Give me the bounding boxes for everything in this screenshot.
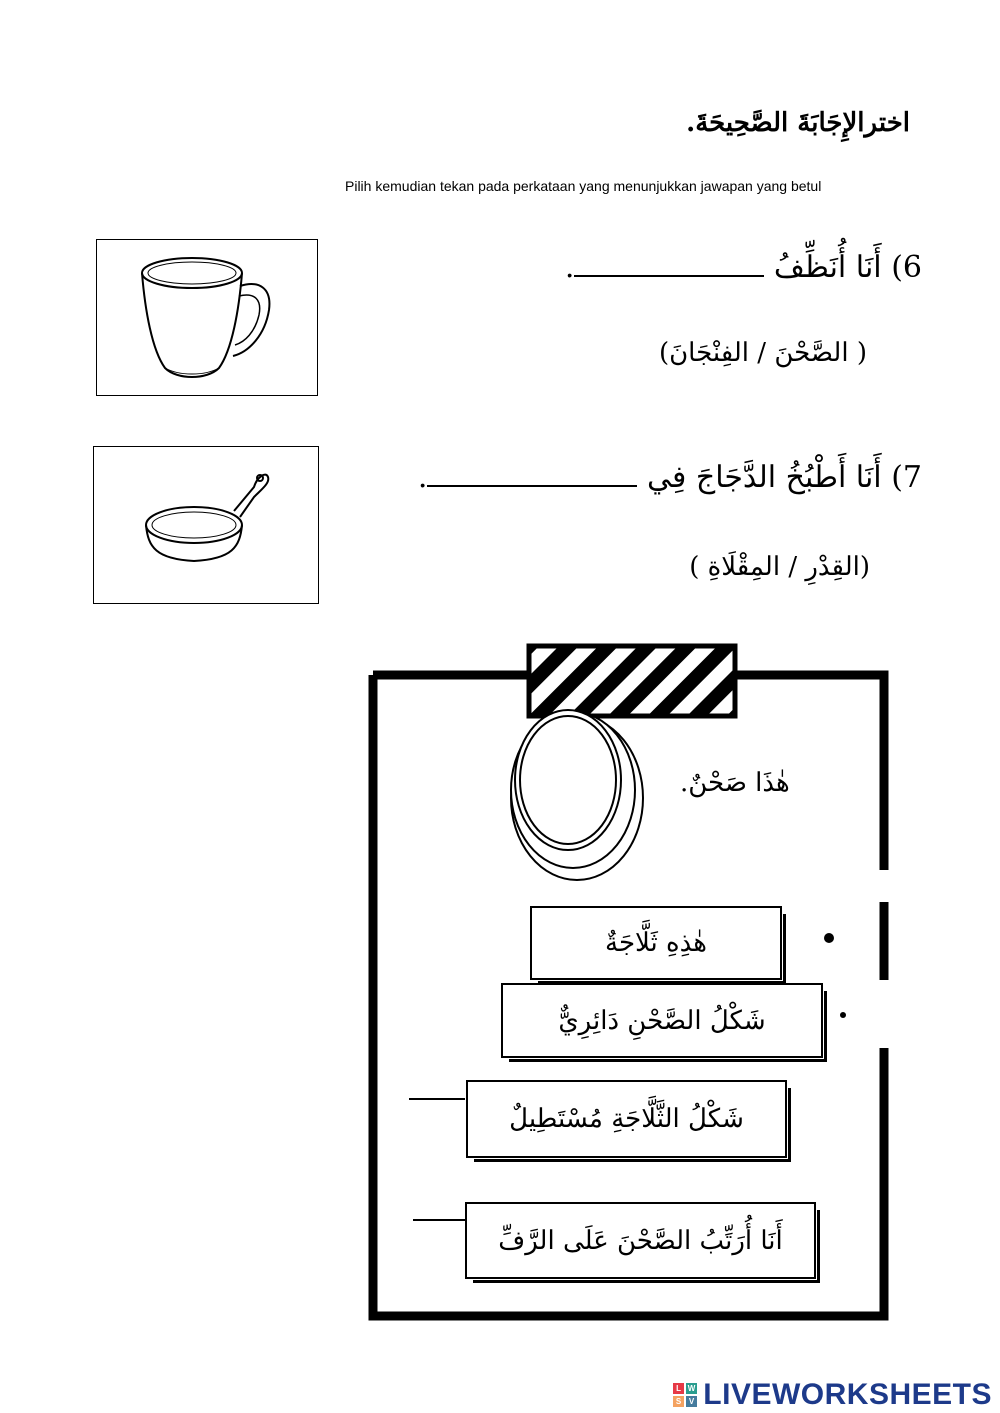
page-title: اخترالإِجَابَةَ الصَّحِيحَةَ. — [686, 108, 910, 138]
question-6-choices[interactable]: ( الصَّحْنَ / الفِنْجَانَ) — [658, 338, 867, 368]
question-7-blank — [427, 484, 637, 487]
dot-marker — [824, 933, 834, 943]
logo-cell: S — [673, 1396, 684, 1407]
answer-option-3[interactable] — [466, 1080, 787, 1158]
cup-icon — [97, 240, 317, 395]
question-6-number: 6) — [891, 250, 922, 285]
question-6-image — [96, 239, 318, 396]
question-6 — [565, 250, 922, 285]
question-6-text: أَنَا أُنَظِّفُ — [773, 250, 882, 285]
instruction-text: Pilih kemudian tekan pada perkataan yang menunjukkan jawapan yang betul — [345, 178, 822, 194]
question-7-choices[interactable]: (القِدْرِ / المِقْلَاةِ ) — [689, 552, 870, 582]
answer-option-label: هٰذِهِ ثَلَّاجَةٌ — [605, 928, 708, 958]
question-7-number: 7) — [891, 460, 922, 495]
frying-pan-icon — [94, 447, 318, 603]
logo-cell: W — [687, 1384, 696, 1393]
answer-option-2[interactable] — [501, 983, 823, 1058]
question-7-image — [93, 446, 319, 604]
plate-label: هٰذَا صَحْنٌ. — [680, 768, 790, 798]
footer-brand — [673, 1378, 992, 1412]
hatched-block — [529, 646, 735, 716]
logo-cell: V — [686, 1396, 697, 1407]
plate-icon — [511, 710, 643, 880]
question-7-text: أَنَا أَطْبُخُ الدَّجَاجَ فِي — [646, 460, 882, 495]
question-7 — [418, 460, 922, 495]
brand-name: LIVEWORKSHEETS — [703, 1378, 992, 1411]
answer-option-4[interactable] — [465, 1202, 816, 1279]
question-6-end: . — [564, 250, 575, 285]
question-7-end: . — [417, 460, 428, 495]
answer-option-label: شَكْلُ الصَّحْنِ دَائِرِيٌّ — [558, 1005, 766, 1036]
answer-option-label: شَكْلُ الثَّلَّاجَةِ مُسْتَطِيلٌ — [509, 1104, 744, 1134]
answer-option-label: أَنَا أُرَتِّبُ الصَّحْنَ عَلَى الرَّفِّ — [498, 1225, 783, 1256]
answer-option-1[interactable] — [530, 906, 782, 980]
liveworksheets-logo-icon — [673, 1383, 697, 1407]
logo-cell: L — [673, 1383, 684, 1394]
dot-marker — [840, 1012, 846, 1018]
question-6-blank — [574, 274, 764, 277]
